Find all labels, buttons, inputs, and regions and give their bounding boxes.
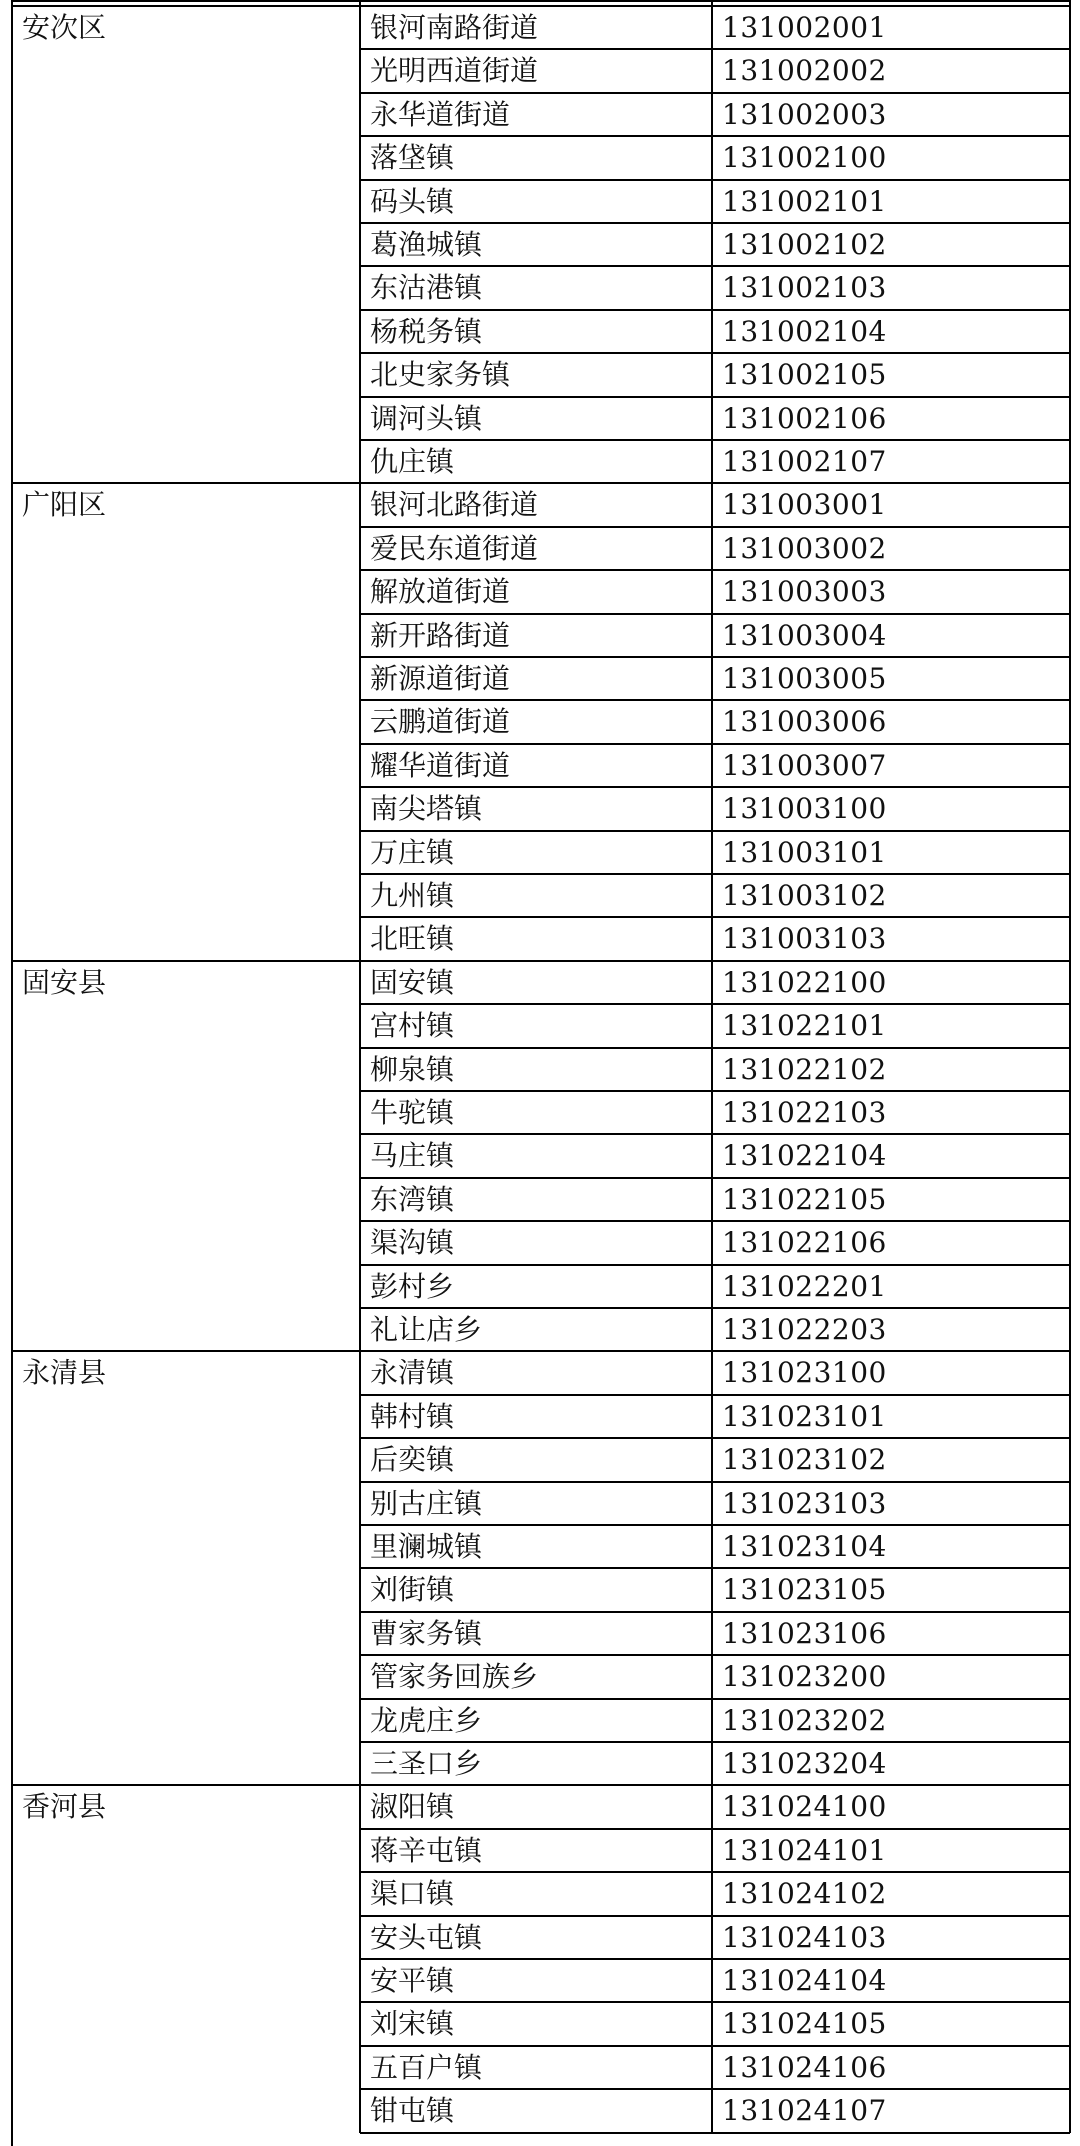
division-code: 131002104 [722,314,887,348]
division-code: 131023202 [722,1703,887,1737]
row-divider [360,1264,1070,1266]
town-name: 杨税务镇 [370,314,483,348]
row-divider [360,1915,1070,1917]
town-name: 北旺镇 [370,922,455,956]
division-code: 131002103 [722,271,887,305]
division-code: 131002101 [722,184,887,218]
row-divider [360,830,1070,832]
division-code: 131002002 [722,54,887,88]
district-name: 香河县 [22,1790,107,1824]
row-divider [360,1958,1070,1960]
row-divider [360,1177,1070,1179]
division-code: 131002105 [722,358,887,392]
town-name: 彭村乡 [370,1269,455,1303]
town-name: 东湾镇 [370,1182,455,1216]
division-code: 131003006 [722,705,887,739]
row-divider [360,222,1070,224]
town-name: 调河头镇 [370,401,483,435]
town-name: 云鹏道街道 [370,705,511,739]
row-divider [360,396,1070,398]
row-divider [360,48,1070,50]
town-name: 北史家务镇 [370,358,511,392]
division-code: 131023103 [722,1486,887,1520]
division-code: 131003102 [722,879,887,912]
row-divider [360,1090,1070,1092]
division-code: 131002102 [722,228,887,261]
row-divider [360,2001,1070,2003]
town-name: 龙虎庄乡 [370,1703,483,1737]
town-name: 刘宋镇 [370,2007,455,2041]
division-code: 131024100 [722,1790,887,1824]
town-name: 解放道街道 [370,575,511,609]
district-divider [12,5,1070,7]
town-name: 宫村镇 [370,1009,455,1043]
row-divider [360,1871,1070,1873]
row-divider [360,526,1070,528]
division-code: 131022106 [722,1226,887,1260]
row-divider [360,135,1070,137]
division-code: 131022101 [722,1009,887,1043]
district-name: 广阳区 [22,488,107,522]
division-code: 131024102 [722,1877,887,1911]
row-divider [360,1133,1070,1135]
table-top-border [12,0,1070,2]
division-code: 131002003 [722,97,887,131]
town-name: 新源道街道 [370,662,511,695]
row-divider [360,309,1070,311]
town-name: 里澜城镇 [370,1530,483,1563]
division-code: 131003007 [722,748,887,782]
column-border-2 [711,0,713,2133]
row-divider [360,2045,1070,2047]
town-name: 刘街镇 [370,1573,455,1607]
town-name: 钳屯镇 [370,2094,455,2128]
town-name: 万庄镇 [370,835,455,869]
division-code: 131002106 [722,401,887,435]
row-divider [360,1654,1070,1656]
town-name: 银河南路街道 [370,11,539,44]
row-divider [360,1307,1070,1309]
town-name: 永清镇 [370,1356,455,1390]
town-name: 码头镇 [370,184,455,218]
town-name: 东沽港镇 [370,271,483,305]
division-code: 131024106 [722,2050,887,2084]
division-code: 131002107 [722,445,887,478]
town-name: 五百户镇 [370,2050,483,2084]
town-name: 柳泉镇 [370,1052,455,1086]
district-name: 永清县 [22,1356,107,1390]
town-name: 韩村镇 [370,1399,455,1433]
division-code: 131002100 [722,141,887,175]
division-code: 131003005 [722,662,887,695]
column-border-0 [11,0,13,2146]
town-name: 礼让店乡 [370,1313,483,1346]
division-code: 131022102 [722,1052,887,1086]
district-divider [12,1784,1070,1786]
division-code: 131023101 [722,1399,887,1433]
row-divider [360,1394,1070,1396]
town-name: 渠口镇 [370,1877,455,1911]
division-code: 131003103 [722,922,887,956]
division-code: 131023200 [722,1660,887,1694]
town-name: 三圣口乡 [370,1747,483,1780]
town-name: 光明西道街道 [370,54,539,88]
row-divider [360,265,1070,267]
town-name: 耀华道街道 [370,748,511,782]
row-divider [360,1481,1070,1483]
division-code: 131003002 [722,531,887,565]
column-border-1 [359,0,361,2133]
row-divider [360,1524,1070,1526]
division-code: 131024105 [722,2007,887,2041]
town-name: 新开路街道 [370,618,511,652]
row-divider [360,743,1070,745]
division-code: 131023104 [722,1530,887,1563]
town-name: 固安镇 [370,965,455,999]
table-bottom-border [360,2132,1070,2134]
division-code: 131023105 [722,1573,887,1607]
division-code: 131022104 [722,1139,887,1173]
town-name: 永华道街道 [370,97,511,131]
town-name: 蒋辛屯镇 [370,1833,483,1867]
row-divider [360,1047,1070,1049]
town-name: 南尖塔镇 [370,792,483,826]
row-divider [360,1611,1070,1613]
district-divider [12,1350,1070,1352]
district-divider [12,960,1070,962]
row-divider [360,1220,1070,1222]
town-name: 仇庄镇 [370,445,455,478]
town-name: 银河北路街道 [370,488,539,522]
column-border-3 [1069,0,1071,2133]
division-code: 131003004 [722,618,887,652]
town-name: 曹家务镇 [370,1616,483,1650]
row-divider [360,1828,1070,1830]
district-divider [12,482,1070,484]
row-divider [360,569,1070,571]
division-code: 131022201 [722,1269,887,1303]
town-name: 爱民东道街道 [370,531,539,565]
division-code: 131023102 [722,1443,887,1477]
division-code: 131024103 [722,1920,887,1954]
division-code: 131024107 [722,2094,887,2128]
row-divider [360,1741,1070,1743]
district-name: 固安县 [22,965,107,999]
division-code: 131023100 [722,1356,887,1390]
division-code: 131003001 [722,488,887,522]
division-code: 131024101 [722,1833,887,1867]
town-name: 九州镇 [370,879,455,912]
row-divider [360,179,1070,181]
town-name: 别古庄镇 [370,1486,483,1520]
row-divider [360,656,1070,658]
row-divider [360,1437,1070,1439]
row-divider [360,2088,1070,2090]
row-divider [360,699,1070,701]
row-divider [360,439,1070,441]
division-code: 131024104 [722,1964,887,1997]
row-divider [360,92,1070,94]
town-name: 落垡镇 [370,141,455,175]
row-divider [360,786,1070,788]
row-divider [360,613,1070,615]
row-divider [360,1698,1070,1700]
row-divider [360,1567,1070,1569]
town-name: 后奕镇 [370,1443,455,1477]
row-divider [360,1003,1070,1005]
division-code: 131003100 [722,792,887,826]
town-name: 安平镇 [370,1964,455,1997]
town-name: 葛渔城镇 [370,228,483,261]
town-name: 马庄镇 [370,1139,455,1173]
division-code: 131003101 [722,835,887,869]
town-name: 安头屯镇 [370,1920,483,1954]
district-name: 安次区 [22,11,107,44]
division-code: 131002001 [722,11,887,44]
division-code: 131022103 [722,1096,887,1129]
division-code: 131022203 [722,1313,887,1346]
division-code: 131003003 [722,575,887,609]
town-name: 牛驼镇 [370,1096,455,1129]
town-name: 渠沟镇 [370,1226,455,1260]
row-divider [360,916,1070,918]
row-divider [360,352,1070,354]
division-code: 131022100 [722,965,887,999]
row-divider [360,873,1070,875]
division-code: 131022105 [722,1182,887,1216]
division-code: 131023106 [722,1616,887,1650]
division-code: 131023204 [722,1747,887,1780]
town-name: 管家务回族乡 [370,1660,539,1694]
town-name: 淑阳镇 [370,1790,455,1824]
